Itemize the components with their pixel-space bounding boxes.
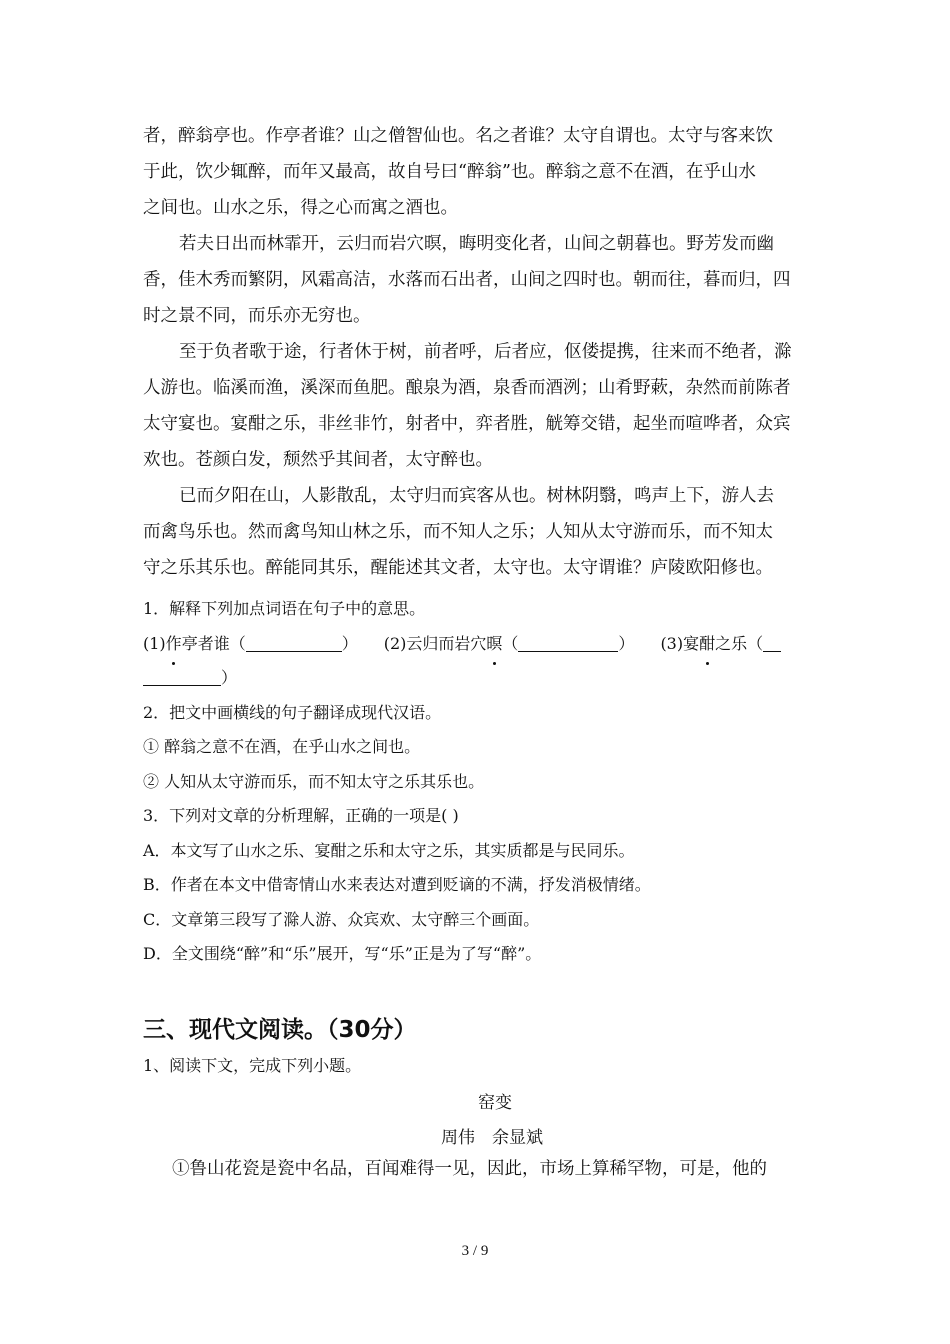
article-first-line: ①鲁山花瓷是瓷中名品，百闻难得一见，因此，市场上算稀罕物，可是，他的 xyxy=(172,1159,767,1179)
option-a: A．本文写了山水之乐、宴酣之乐和太守之乐，其实质都是与民同乐。 xyxy=(143,840,635,860)
question-3-stem: 3．下列对文章的分析理解，正确的一项是( ) xyxy=(143,806,459,825)
question-2-item-1: ① 醉翁之意不在酒，在乎山水之间也。 xyxy=(143,737,421,756)
q1-item-1: (1)作亭者谁（ ） xyxy=(143,634,358,653)
page-number: 3 / 9 xyxy=(461,1243,489,1259)
question-2-item-2: ② 人知从太守游而乐，而不知太守之乐其乐也。 xyxy=(143,771,485,791)
question-1-items xyxy=(143,627,811,662)
option-b: B．作者在本文中借寄情山水来表达对遭到贬谪的不满，抒发消极情绪。 xyxy=(143,875,651,894)
answer-blank[interactable] xyxy=(143,667,221,686)
passage-line: 者，醉翁亭也。作亭者谁？山之僧智仙也。名之者谁？太守自谓也。太守与客来饮 xyxy=(143,126,773,146)
passage-line: 之间也。山水之乐，得之心而寓之酒也。 xyxy=(143,198,458,218)
option-d: D．全文围绕“醉”和“乐”展开，写“乐”正是为了写“醉”。 xyxy=(143,944,542,963)
passage-line: 已而夕阳在山，人影散乱，太守归而宾客从也。树林阴翳，鸣声上下，游人去 xyxy=(179,486,774,506)
question-1-stem: 1．解释下列加点词语在句子中的意思。 xyxy=(143,599,426,618)
passage-line: 香，佳木秀而繁阴，风霜高洁，水落而石出者，山间之四时也。朝而往，暮而归，四 xyxy=(143,270,791,290)
dotted-char: 暝 xyxy=(486,627,502,662)
q1-item-2: (2)云归而岩穴暝（ ） xyxy=(384,634,635,653)
answer-blank[interactable] xyxy=(246,633,342,652)
passage-line: 若夫日出而林霏开，云归而岩穴暝，晦明变化者，山间之朝暮也。野芳发而幽 xyxy=(179,234,774,254)
passage-line: 于此，饮少辄醉，而年又最高，故自号曰“醉翁”也。醉翁之意不在酒，在乎山水 xyxy=(143,162,756,182)
passage-line: 太守宴也。宴酣之乐，非丝非竹，射者中，弈者胜，觥筹交错，起坐而喧哗者，众宾 xyxy=(143,414,791,434)
article-title: 窑变 xyxy=(478,1093,512,1113)
q1-item-3: (3)宴酣之乐（ xyxy=(660,634,781,653)
questions-block xyxy=(143,592,811,972)
article-authors: 周伟 余显斌 xyxy=(441,1128,543,1148)
question-2-stem: 2．把文中画横线的句子翻译成现代汉语。 xyxy=(143,702,442,722)
classical-passage xyxy=(143,118,811,586)
passage-line: 欢也。苍颜白发，颓然乎其间者，太守醉也。 xyxy=(143,450,493,470)
question-1-items-cont: ） xyxy=(143,661,811,696)
answer-blank[interactable] xyxy=(763,633,781,652)
dotted-char: 作 xyxy=(166,627,182,662)
passage-line: 时之景不同，而乐亦无穷也。 xyxy=(143,306,371,326)
section-heading: 三、现代文阅读。（30分） xyxy=(143,1017,417,1043)
option-c: C．文章第三段写了滁人游、众宾欢、太守醉三个画面。 xyxy=(143,909,540,929)
section-instruction: 1、阅读下文，完成下列小题。 xyxy=(143,1056,362,1075)
passage-line: 守之乐其乐也。醉能同其乐，醒能述其文者，太守也。太守谓谁？庐陵欧阳修也。 xyxy=(143,558,773,578)
answer-blank[interactable] xyxy=(518,633,618,652)
dotted-char: 酣 xyxy=(699,627,715,662)
passage-line: 至于负者歌于途，行者休于树，前者呼，后者应，伛偻提携，往来而不绝者，滁 xyxy=(179,342,792,362)
passage-line: 而禽鸟乐也。然而禽鸟知山林之乐，而不知人之乐；人知从太守游而乐，而不知太 xyxy=(143,522,773,542)
passage-line: 人游也。临溪而渔，溪深而鱼肥。酿泉为酒，泉香而酒洌；山肴野蔌，杂然而前陈者 xyxy=(143,378,791,398)
